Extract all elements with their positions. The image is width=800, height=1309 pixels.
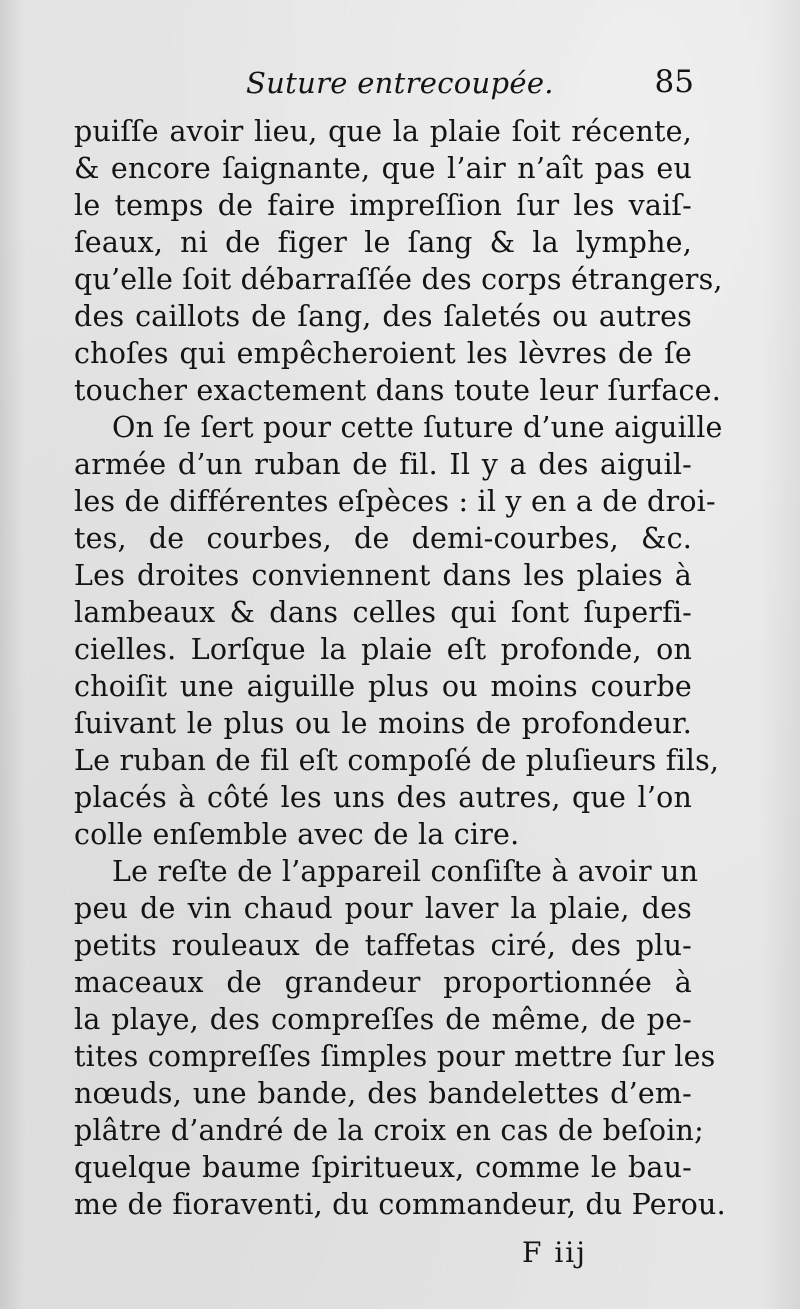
page-number: 85 <box>654 64 694 100</box>
text-line: la playe, des compreſſes de même, de pe- <box>74 1003 692 1036</box>
text-line: nœuds, une bande, des bandelettes d’em- <box>74 1077 692 1110</box>
text-line: puiſſe avoir lieu, que la plaie ſoit récente, <box>74 115 692 148</box>
body-text <box>74 113 726 1223</box>
text-line: des caillots de ſang, des ſaletés ou autres <box>74 300 692 333</box>
text-line: Le reſte de l’appareil conſiſte à avoir un <box>112 855 699 888</box>
text-line: choſes qui empêcheroient les lèvres de ſe <box>74 337 692 370</box>
text-line: tites compreſſes ſimples pour mettre ſur les <box>74 1040 716 1073</box>
text-line: On ſe ſert pour cette ſuture d’une aiguille <box>112 411 723 444</box>
text-line: ſeaux, ni de figer le ſang & la lymphe, <box>74 226 692 259</box>
text-line: colle enſemble avec de la cire. <box>74 818 520 851</box>
text-line: lambeaux & dans celles qui ſont ſuperfi- <box>74 596 692 629</box>
page-header <box>74 66 694 106</box>
text-line: toucher exactement dans toute leur ſurface. <box>74 374 721 407</box>
text-line: placés à côté les uns des autres, que l’on <box>74 781 692 814</box>
text-line: les de différentes eſpèces : il y en a de droi- <box>74 485 716 518</box>
text-line: armée d’un ruban de fil. Il y a des aiguil- <box>74 448 692 481</box>
text-line: Les droites conviennent dans les plaies à <box>74 559 692 592</box>
text-line: Le ruban de fil eſt compoſé de pluſieurs fils, <box>74 744 720 777</box>
text-line: cielles. Lorſque la plaie eſt profonde, on <box>74 633 692 666</box>
text-line: plâtre d’andré de la croix en cas de beſoin; <box>74 1114 704 1147</box>
signature-mark: F iij <box>522 1236 587 1269</box>
text-line: tes, de courbes, de demi-courbes, &c. <box>74 522 692 555</box>
text-line: ſuivant le plus ou le moins de profondeur. <box>74 707 692 740</box>
text-line: petits rouleaux de taffetas ciré, des plu- <box>74 929 692 962</box>
text-line: & encore ſaignante, que l’air n’aît pas eu <box>74 152 692 185</box>
text-line: maceaux de grandeur proportionnée à <box>74 966 692 999</box>
text-line: peu de vin chaud pour laver la plaie, des <box>74 892 692 925</box>
text-line: quelque baume ſpiritueux, comme le bau- <box>74 1151 692 1184</box>
text-line: le temps de faire impreſſion ſur les vaiſ- <box>74 189 692 222</box>
text-line: qu’elle ſoit débarraſſée des corps étrangers, <box>74 263 723 296</box>
running-title: Suture entrecoupée. <box>246 66 554 100</box>
text-line: choiſit une aiguille plus ou moins courbe <box>74 670 692 703</box>
text-line: me de fioraventi, du commandeur, du Perou. <box>74 1188 726 1221</box>
